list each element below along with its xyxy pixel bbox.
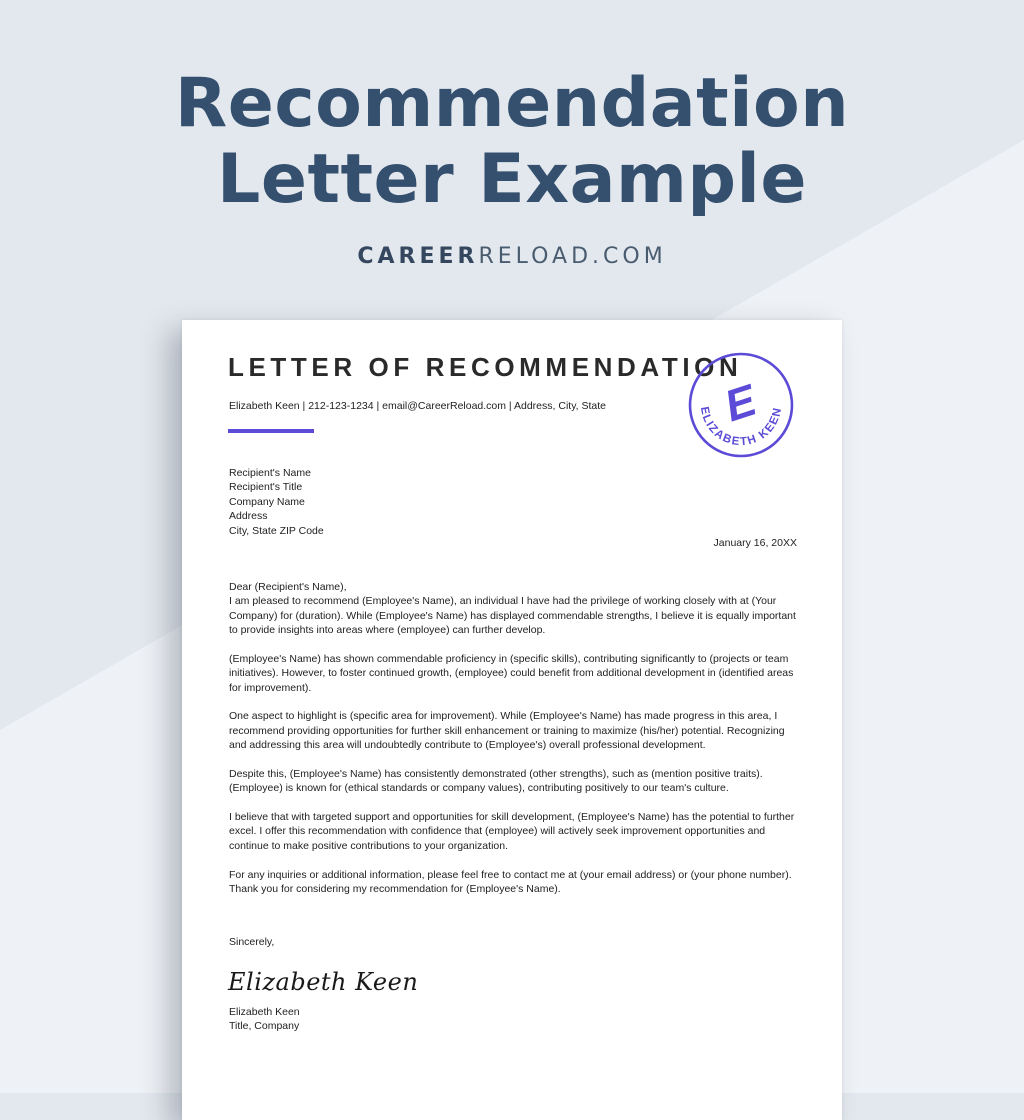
heading-line-2: Letter Example [217, 140, 807, 219]
signer-title: Title, Company [229, 1020, 300, 1033]
body-paragraph: Despite this, (Employee's Name) has consistently demonstrated (other strengths), such as (mention positive traits). (Employee) is known for (ethical standards or company values), contributing positively to our team's culture. [229, 767, 763, 795]
salutation: Dear (Recipient's Name), [229, 581, 347, 593]
letter-title: LETTER OF RECOMMENDATION [228, 352, 743, 382]
site-url-bold: CAREER [357, 244, 479, 269]
page-heading [0, 66, 1024, 218]
body-paragraph: One aspect to highlight is (specific area for improvement). While (Employee's Name) has made progress in this area, I recommend providing opportunities for further skill enhancement or training to maximize (his/her) potential. Recognizing and addressing this area will undoubtedly contribute to (Employee's) overall professional development. [229, 710, 785, 752]
site-url-light: RELOAD.COM [478, 244, 667, 269]
heading-line-1: Recommendation [174, 64, 850, 143]
recipient-title: Recipient's Title [229, 481, 303, 494]
accent-rule [228, 429, 314, 433]
closing: Sincerely, [229, 936, 275, 948]
recipient-address: Address [229, 510, 268, 523]
signer-name: Elizabeth Keen [229, 1006, 300, 1018]
site-url[interactable] [0, 244, 1024, 269]
recipient-block [229, 466, 324, 538]
handwritten-signature: Elizabeth Keen [228, 968, 419, 996]
monogram-logo [687, 351, 795, 459]
recipient-company: Company Name [229, 495, 305, 508]
letter-body [229, 580, 799, 911]
body-paragraph: For any inquiries or additional information, please feel free to contact me at (your email address) or (your phone number). Thank you for considering my recommendation for (Employee's Name). [229, 868, 792, 895]
signer-block [229, 1005, 300, 1034]
body-paragraph: (Employee's Name) has shown commendable proficiency in (specific skills), contributing significantly to (projects or team initiatives). However, to foster continued growth, (employee) could benefit from additional development in (identified areas for improvement). [229, 652, 794, 694]
contact-line: Elizabeth Keen | 212-123-1234 | email@CareerReload.com | Address, City, State [229, 400, 607, 412]
recipient-name: Recipient's Name [229, 467, 311, 479]
monogram-letter: E [719, 375, 763, 432]
letter-date: January 16, 20XX [713, 537, 797, 549]
recipient-city: City, State ZIP Code [229, 524, 324, 537]
body-paragraph: I am pleased to recommend (Employee's Name), an individual I have had the privilege of working closely with at (Your Company) for (duration). While (Employee's Name) has displayed commendable strengths, I believe it is equally important to provide insights into areas where (employee) can further develop. [229, 595, 796, 637]
letter-page [182, 320, 842, 1120]
monogram-name: ELIZABETH KEEN [697, 405, 785, 449]
body-paragraph: I believe that with targeted support and opportunities for skill development, (Employee's Name) has the potential to further excel. I offer this recommendation with confidence that (employee) will actively seek improvement opportunities and continue to make positive contributions to your organization. [229, 811, 795, 852]
